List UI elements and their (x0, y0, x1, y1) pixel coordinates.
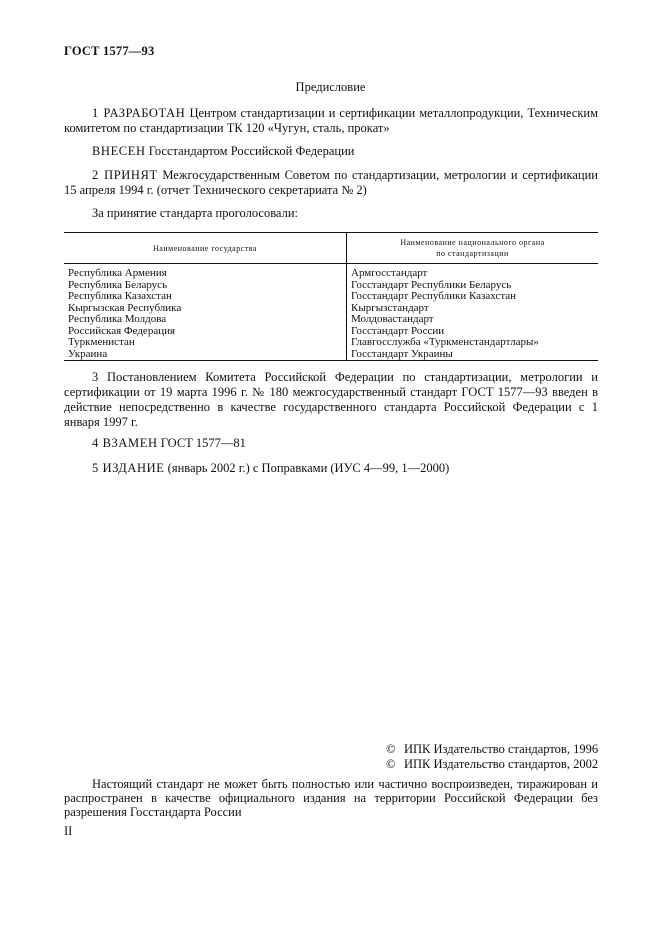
page-number: II (64, 824, 73, 838)
item-5-label: 5 ИЗДАНИЕ (92, 461, 165, 475)
voting-table (64, 232, 598, 361)
standards-body-name: Молдовастандарт (351, 313, 434, 325)
standards-body-name: Кыргызстандарт (351, 301, 429, 314)
state-name: Республика Молдова (68, 313, 167, 325)
col-body-header-line1: Наименование национального органа (400, 238, 545, 247)
item-1-paragraph (64, 106, 598, 136)
item-3-paragraph: 3 Постановлением Комитета Российской Федерации по стандартизации, метрологии и сертификации от 19 марта 1996 г. № 180 межгосударственный стандарт ГОСТ 1577—93 введен в действие непосредственно в качестве государственного стандарта Российской Федерации с 1 января 1997 г. (64, 370, 598, 429)
introduced-paragraph (64, 144, 598, 159)
item-2-label: 2 ПРИНЯТ (92, 168, 158, 182)
copyright-text-1: ИПК Издательство стандартов, 1996 (404, 742, 599, 756)
col-body-header-line2: по стандартизации (436, 249, 509, 258)
item-4-paragraph (64, 436, 598, 451)
bodies-cell (347, 264, 599, 361)
state-name: Туркменистан (68, 336, 135, 348)
state-name: Российская Федерация (68, 324, 176, 337)
state-name: Республика Казахстан (68, 290, 172, 302)
copyright-text-2: ИПК Издательство стандартов, 2002 (404, 757, 599, 771)
item-2-text: Межгосударственным Советом по стандартизации, метрологии и сертификации 15 апреля 1994 г. (отчет Технического секретариата № 2) (64, 168, 598, 197)
introduced-text: Госстандартом Российской Федерации (145, 144, 355, 158)
standards-body-name: Армгосстандарт (351, 267, 428, 279)
item-5-paragraph (64, 461, 598, 476)
standards-body-name: Госстандарт Украины (351, 347, 453, 360)
vote-intro: За принятие стандарта проголосовали: (92, 206, 298, 220)
item-4-label: 4 ВЗАМЕН (92, 436, 158, 450)
introduced-label: ВНЕСЕН (92, 144, 146, 158)
item-4-text: ГОСТ 1577—81 (157, 436, 246, 450)
copyright-line-2 (386, 757, 598, 772)
standards-body-name: Госстандарт Республики Казахстан (351, 290, 517, 302)
state-name: Кыргызская Республика (68, 301, 182, 314)
col-state-header: Наименование государства (64, 233, 347, 264)
standards-body-name: Госстандарт России (351, 324, 445, 337)
item-2-paragraph (64, 168, 598, 198)
standard-code-header: ГОСТ 1577—93 (64, 44, 155, 58)
item-5-text: (январь 2002 г.) с Поправками (ИУС 4—99, 1—2000) (164, 461, 450, 475)
copyright-icon: © (386, 742, 396, 756)
col-body-header (347, 233, 599, 264)
state-name: Республика Армения (68, 267, 167, 279)
states-cell (64, 264, 347, 361)
state-name: Республика Беларусь (68, 278, 168, 291)
copyright-icon: © (386, 757, 396, 771)
standards-body-name: Главгосслужба «Туркменстандартлары» (351, 336, 539, 348)
foreword-title: Предисловие (295, 80, 366, 94)
state-name: Украина (68, 347, 108, 360)
copyright-line-1 (386, 742, 598, 757)
reproduction-notice: Настоящий стандарт не может быть полностью или частично воспроизведен, тиражирован и распространен в качестве официального издания на территории Российской Федерации без разрешения Госстандарта России (64, 777, 598, 819)
standards-body-name: Госстандарт Республики Беларусь (351, 278, 512, 291)
item-1-text: Центром стандартизации и сертификации металлопродукции, Техническим комитетом по стандартизации ТК 120 «Чугун, сталь, прокат» (64, 106, 598, 135)
item-1-label: 1 РАЗРАБОТАН (92, 106, 186, 120)
